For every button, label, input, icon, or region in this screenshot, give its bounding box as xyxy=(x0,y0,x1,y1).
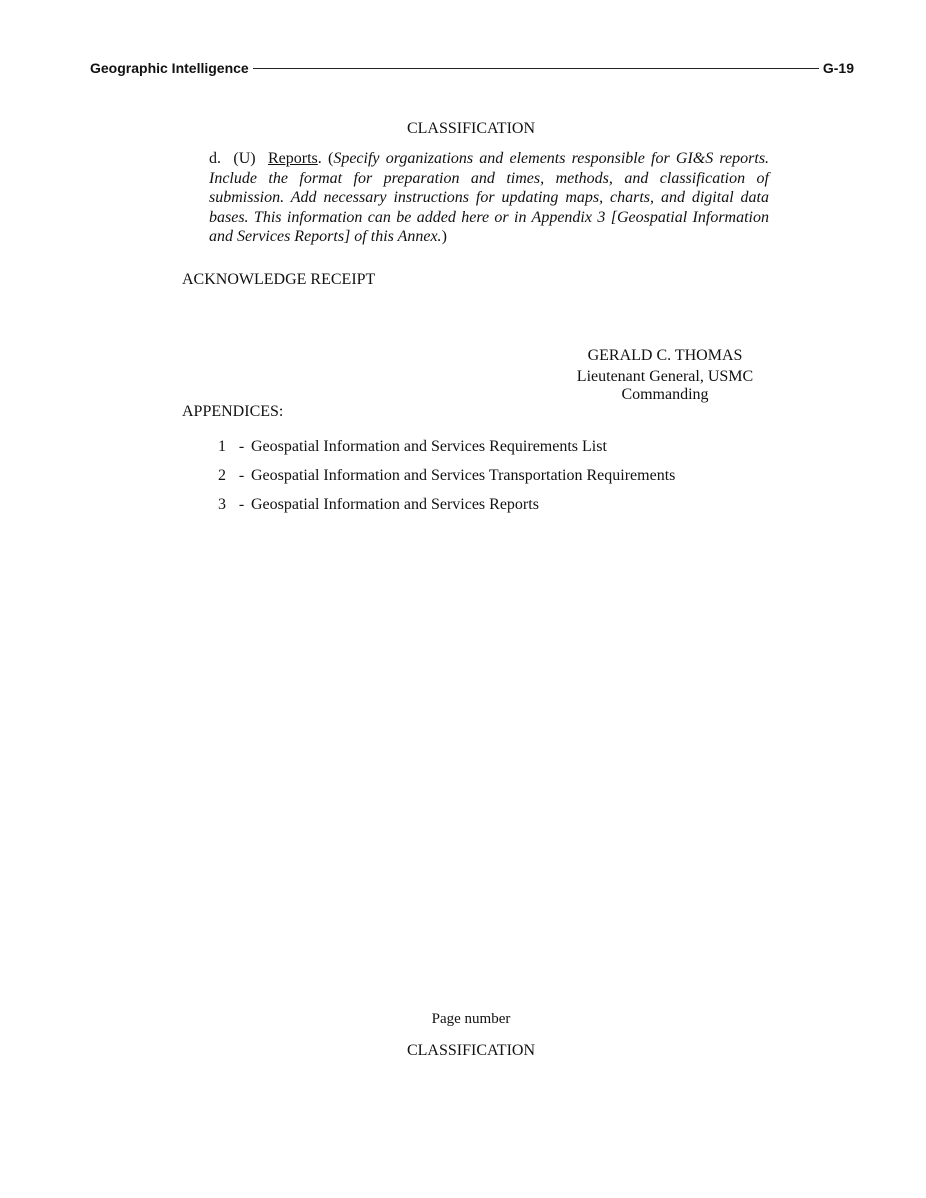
signature-block xyxy=(548,347,782,404)
paragraph-label: d. xyxy=(209,150,221,167)
running-header xyxy=(90,58,854,78)
page-number: Page number xyxy=(431,1011,511,1027)
signature-rank: Lieutenant General, USMC xyxy=(576,368,754,385)
paragraph-heading-period: . xyxy=(317,150,322,167)
appendices-heading: APPENDICES: xyxy=(182,403,284,420)
appendix-title: Geospatial Information and Services Transportation Requirements xyxy=(251,467,676,484)
appendix-separator: - xyxy=(238,467,245,484)
paragraph-close-paren: ) xyxy=(441,228,447,245)
list-item xyxy=(218,467,675,496)
list-item xyxy=(218,438,675,467)
classification-top: CLASSIFICATION xyxy=(406,120,535,137)
list-item xyxy=(218,496,675,525)
paragraph-open-paren: ( xyxy=(327,150,334,167)
appendix-number: 1 xyxy=(218,438,226,455)
appendix-separator: - xyxy=(238,438,245,455)
paragraph-instruction: Specify organizations and elements responsible for GI&S reports. Include the format for preparation and times, methods, and classification of submission. Add necessary instructions for updating maps, charts, and digital data bases. This information can be added here or in Appendix 3 [Geospatial Information and Services Reports] of this Annex. xyxy=(209,150,770,245)
signature-name: GERALD C. THOMAS xyxy=(587,347,743,364)
appendix-number: 2 xyxy=(218,467,226,484)
appendix-separator: - xyxy=(238,496,245,513)
appendix-title: Geospatial Information and Services Reports xyxy=(251,496,539,513)
paragraph-marking: (U) xyxy=(233,150,256,167)
paragraph-reports xyxy=(209,149,769,247)
classification-bottom: CLASSIFICATION xyxy=(406,1042,535,1059)
signature-title: Commanding xyxy=(621,386,709,403)
acknowledge-receipt: ACKNOWLEDGE RECEIPT xyxy=(182,271,376,288)
paragraph-heading: Reports xyxy=(268,150,318,167)
header-rule xyxy=(253,68,819,69)
appendix-title: Geospatial Information and Services Requirements List xyxy=(251,438,607,455)
header-title: Geographic Intelligence xyxy=(90,60,249,76)
appendices-list xyxy=(218,438,675,525)
appendix-number: 3 xyxy=(218,496,226,513)
header-page-ref: G-19 xyxy=(822,60,854,76)
